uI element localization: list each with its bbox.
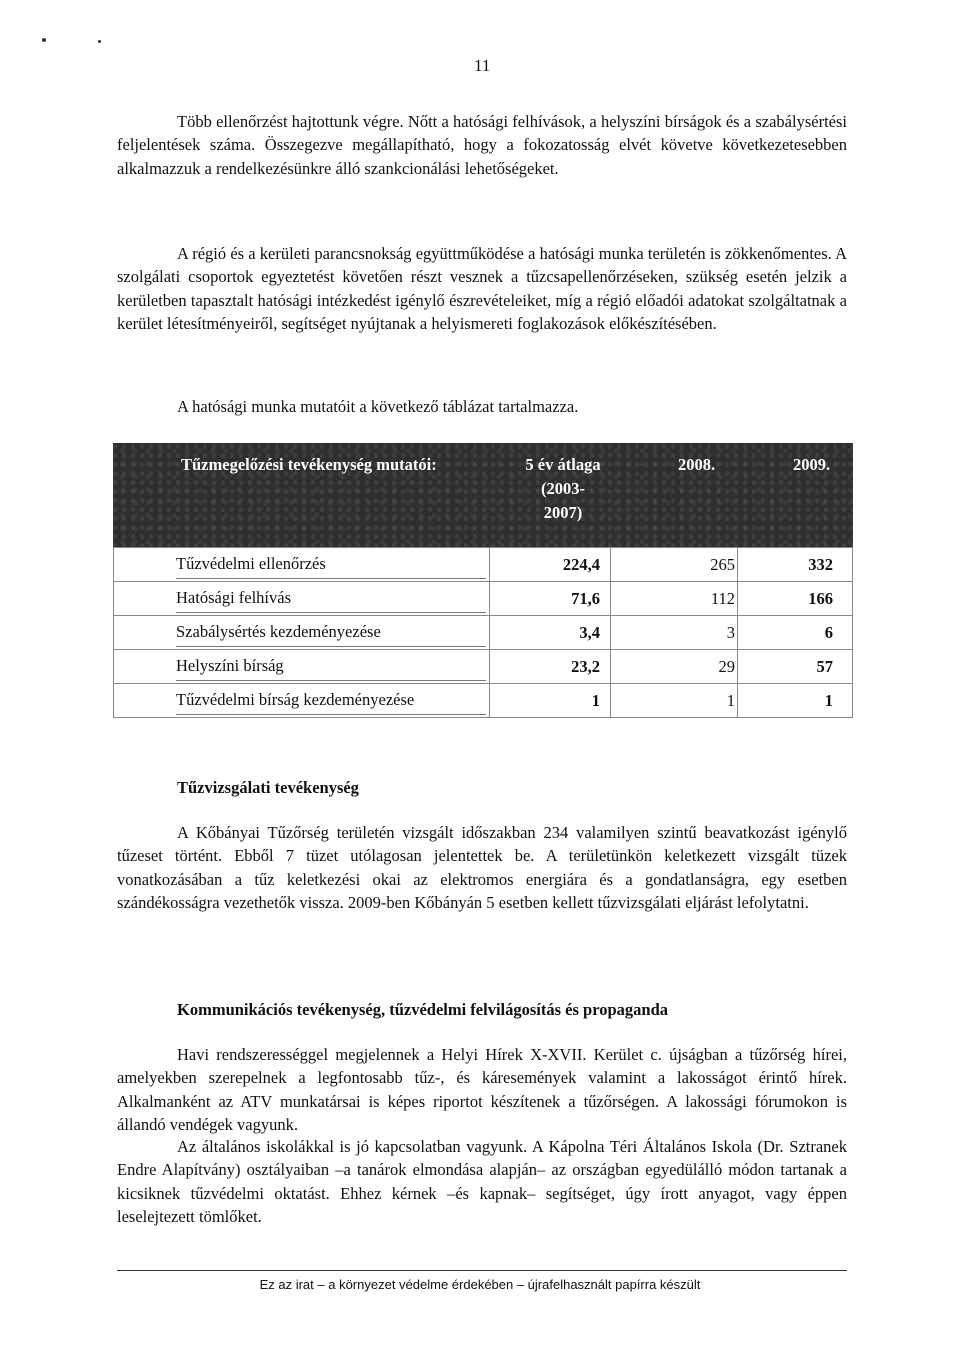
table-divider xyxy=(610,548,611,718)
row-2009: 1 xyxy=(824,691,833,710)
table-divider xyxy=(737,548,738,718)
row-average: 224,4 xyxy=(562,555,600,574)
row-2009: 332 xyxy=(808,555,833,574)
paragraph-cooperation: A régió és a kerületi parancsnokság együttműködése a hatósági munka területén is zökkenőmentes. A szolgálati csoportok egyeztetést követően részt vesznek a tűzcsapellenőrzéseken, szükség esetén jelzik a kerületben tapasztalt hatósági intézkedést igénylő észrevételeiket, míg a régió előadói adatokat szolgáltatnak a kerület létesítményeiről, segítséget nyújtanak a helyismereti foglakozások előkészítésében. xyxy=(117,244,847,334)
row-2009: 6 xyxy=(824,623,833,642)
table-row xyxy=(113,616,853,650)
authority-indicators-table xyxy=(113,443,853,718)
table-row xyxy=(113,548,853,582)
row-label: Hatósági felhívás xyxy=(176,586,486,613)
heading-communication: Kommunikációs tevékenység, tűzvédelmi felvilágosítás és propaganda xyxy=(177,1000,669,1019)
page-number: 11 xyxy=(474,56,491,75)
row-average: 3,4 xyxy=(579,623,600,642)
row-2009: 57 xyxy=(816,657,833,676)
table-row xyxy=(113,650,853,684)
row-2008: 3 xyxy=(726,623,735,642)
table-body xyxy=(113,547,853,718)
row-label: Tűzvédelmi bírság kezdeményezése xyxy=(176,688,486,715)
scan-speck xyxy=(98,40,101,43)
table-header xyxy=(113,443,853,547)
table-caption: A hatósági munka mutatóit a következő táblázat tartalmazza. xyxy=(177,397,579,416)
paragraph-communication-1: Havi rendszerességgel megjelennek a Helyi Hírek X-XVII. Kerület c. újságban a tűzőrség hírei, amelyekben szerepelnek a legfontosabb tűz-, és káresemények valamint a lakosságot érintő hírek. Alkalmanként az ATV munkatársai is képes riportot készítenek a tűzőrségen. A lakossági fórumokon is állandó vendégek vagyunk. xyxy=(117,1045,847,1135)
row-label: Helyszíni bírság xyxy=(176,654,486,681)
table-divider xyxy=(113,548,114,718)
row-2008: 29 xyxy=(718,657,735,676)
heading-investigation: Tűzvizsgálati tevékenység xyxy=(177,778,359,797)
footer-rule xyxy=(117,1270,847,1271)
footer-note: Ez az irat – a környezet védelme érdekében – újrafelhasznált papírra készült xyxy=(259,1277,701,1292)
row-2008: 112 xyxy=(710,589,735,608)
header-indicator: Tűzmegelőzési tevékenység mutatói: xyxy=(181,455,437,474)
row-label: Tűzvédelmi ellenőrzés xyxy=(176,552,486,579)
table-row xyxy=(113,582,853,616)
table-divider xyxy=(852,548,853,718)
row-average: 23,2 xyxy=(571,657,600,676)
paragraph-investigation: A Kőbányai Tűzőrség területén vizsgált időszakban 234 valamilyen szintű beavatkozást igénylő tűzeset történt. Ebből 7 tüzet utólagosan jelentettek be. A területünkön keletkezett vizsgált tüzek vonatkozásában a tűz keletkezési okai az elektromos energiára és a gondatlanságra, egy esetben szándékosságra vezethetők vissza. 2009-ben Kőbányán 5 esetben kellett tűzvizsgálati eljárást lefolytatni. xyxy=(117,823,847,913)
table-row xyxy=(113,684,853,718)
row-average: 71,6 xyxy=(571,589,600,608)
header-five-year-average: 5 év átlaga (2003-2007) xyxy=(525,455,601,522)
row-average: 1 xyxy=(591,691,600,710)
header-2009: 2009. xyxy=(793,455,831,474)
row-2009: 166 xyxy=(808,589,833,608)
paragraph-intro: Több ellenőrzést hajtottunk végre. Nőtt a hatósági felhívások, a helyszíni bírságok és a szabálysértési feljelentések száma. Összegezve megállapítható, hogy a fokozatosság elvét követve következetesebben alkalmazzuk a rendelkezésünkre álló szankcionálási lehetőségeket. xyxy=(117,112,847,178)
paragraph-communication-2: Az általános iskolákkal is jó kapcsolatban vagyunk. A Kápolna Téri Általános Iskola (Dr. Sztranek Endre Alapítvány) osztályaiban –a tanárok elmondása alapján– az országban egyedülálló módon tartanak a kicsiknek tűzvédelmi oktatást. Ehhez kérnek –és kapnak– segítséget, úgy írott anyagot, vagy éppen leselejtezett tömlőket. xyxy=(117,1137,847,1227)
table-divider xyxy=(489,548,490,718)
header-2008: 2008. xyxy=(678,455,716,474)
row-2008: 1 xyxy=(726,691,735,710)
scan-speck xyxy=(42,38,46,42)
row-label: Szabálysértés kezdeményezése xyxy=(176,620,486,647)
row-2008: 265 xyxy=(710,555,735,574)
